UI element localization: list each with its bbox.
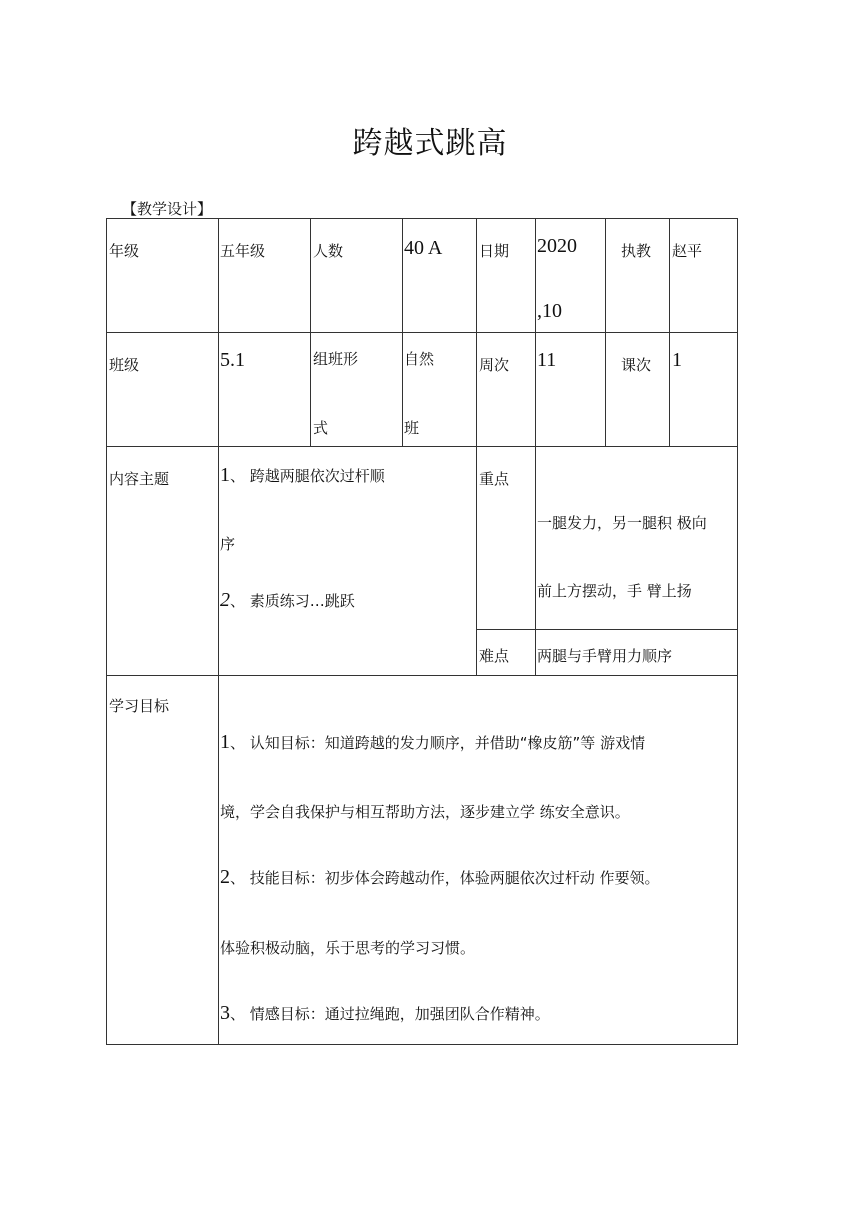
topic-item-1 — [220, 464, 385, 487]
row-divider — [106, 675, 738, 676]
difficulty-value: 两腿与手臂用力顺序 — [537, 647, 673, 665]
row-divider — [106, 332, 738, 333]
goal-1-line-1 — [220, 731, 645, 754]
row-divider — [476, 629, 738, 630]
grade-value: 五年级 — [220, 242, 266, 260]
table-border-bottom — [106, 1044, 738, 1045]
lesson-value: 1 — [672, 349, 682, 371]
page-title: 跨越式跳高 — [352, 126, 508, 161]
table-border-right — [737, 218, 738, 1045]
goal-1-line-2: 境，学会自我保护与相互帮助方法，逐步建立学 练安全意识。 — [220, 803, 630, 821]
col-divider — [605, 218, 606, 446]
col-divider — [476, 218, 477, 675]
goal-2-line-2: 体验积极动脑，乐于思考的学习习惯。 — [220, 939, 476, 957]
goal-1-text: 、 认知目标：知道跨越的发力顺序，并借助“橡皮筋”等 游戏情 — [230, 734, 646, 752]
format-label-line1: 组班形 — [313, 350, 359, 368]
goal-3-number: 3 — [220, 1002, 230, 1024]
goals-label: 学习目标 — [109, 697, 170, 715]
row-divider — [106, 446, 738, 447]
table-border-left — [106, 218, 107, 1045]
goal-2-line-1 — [220, 866, 660, 889]
class-label: 班级 — [109, 356, 140, 374]
format-label-line2: 式 — [313, 419, 329, 437]
difficulty-label: 难点 — [479, 647, 510, 665]
key-label: 重点 — [479, 470, 510, 488]
grade-label: 年级 — [109, 242, 140, 260]
goal-2-number: 2 — [220, 866, 230, 888]
teacher-value: 赵平 — [672, 242, 703, 260]
goal-3-line-1 — [220, 1002, 550, 1025]
topic-item-1-text: 、 跨越两腿依次过杆顺 — [230, 467, 385, 485]
class-value: 5.1 — [220, 349, 245, 371]
count-label: 人数 — [313, 242, 344, 260]
date-label: 日期 — [479, 242, 510, 260]
topic-item-1-continued: 序 — [220, 535, 236, 553]
format-value-line1: 自然 — [404, 350, 435, 368]
count-value: 40 A — [404, 237, 443, 259]
key-line-1: 一腿发力，另一腿积 极向 — [537, 514, 707, 532]
date-value-line2: ,10 — [537, 300, 562, 322]
teacher-label: 执教 — [621, 242, 652, 260]
col-divider — [669, 218, 670, 446]
date-value-line1: 2020 — [537, 235, 577, 257]
topic-item-2-text: 、 素质练习…跳跃 — [230, 592, 355, 610]
col-divider — [402, 218, 403, 446]
topic-item-2 — [220, 589, 355, 612]
format-value-line2: 班 — [404, 419, 420, 437]
topic-item-1-number: 1 — [220, 464, 230, 486]
goal-1-number: 1 — [220, 731, 230, 753]
week-label: 周次 — [479, 356, 510, 374]
section-label: 【教学设计】 — [122, 200, 213, 218]
topic-item-2-number: 2 — [220, 589, 230, 611]
topic-label: 内容主题 — [109, 470, 170, 488]
key-line-2: 前上方摆动，手 臂上扬 — [537, 582, 692, 600]
week-value: 11 — [537, 349, 557, 371]
goal-2-text: 、 技能目标：初步体会跨越动作，体验两腿依次过杆动 作要领。 — [230, 869, 660, 887]
col-divider — [218, 218, 219, 1045]
lesson-label: 课次 — [621, 356, 652, 374]
col-divider — [535, 218, 536, 675]
goal-3-text: 、 情感目标：通过拉绳跑，加强团队合作精神。 — [230, 1005, 550, 1023]
col-divider — [310, 218, 311, 446]
table-border-top — [106, 218, 738, 219]
